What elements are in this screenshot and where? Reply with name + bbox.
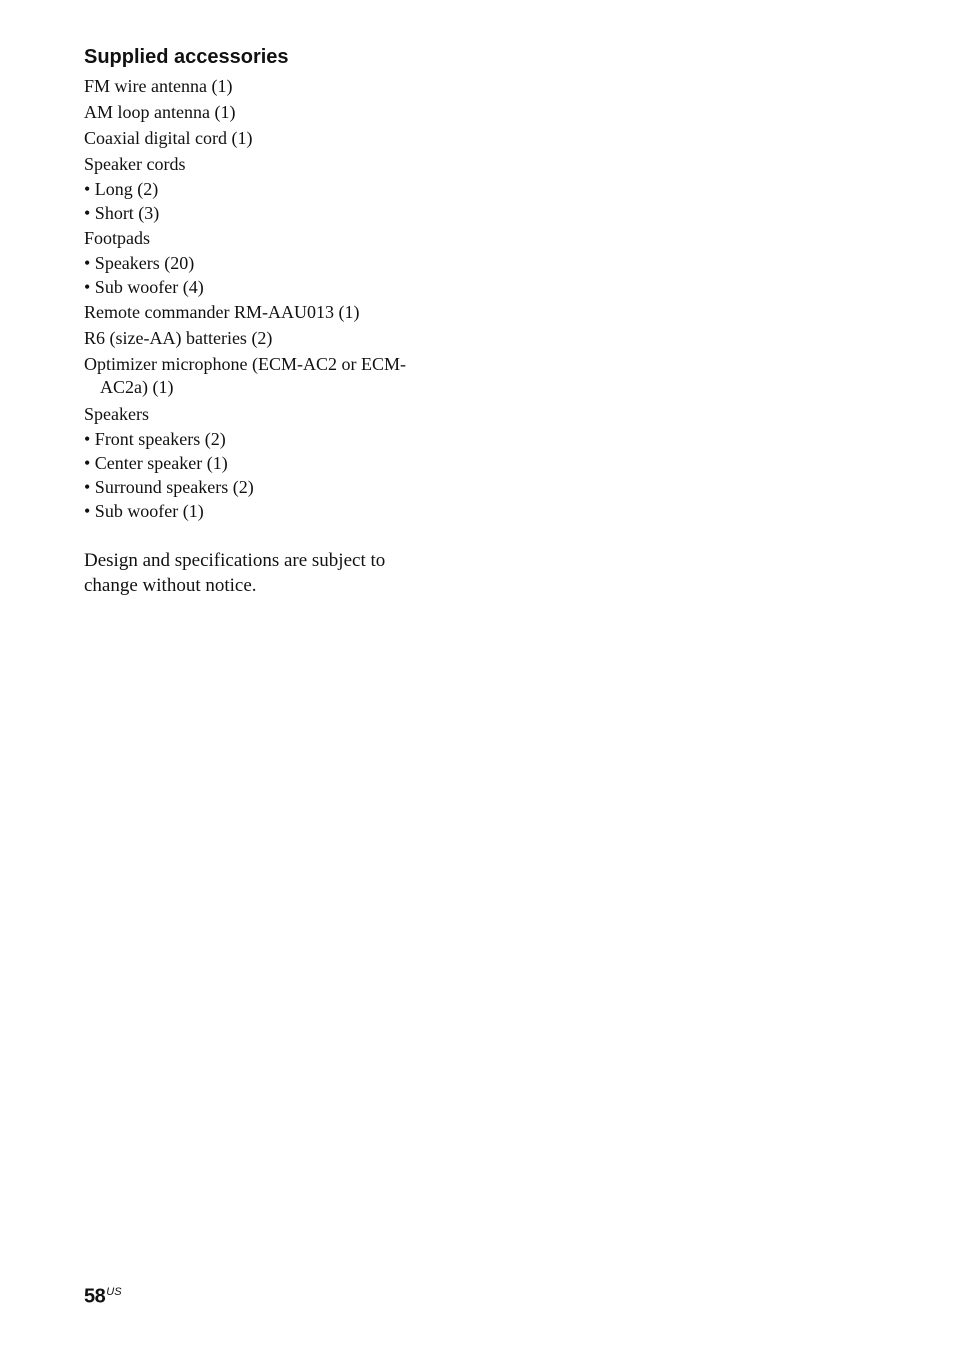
list-item: FM wire antenna (1) [84,76,233,96]
list-item: • Sub woofer (1) [84,501,204,521]
list-item: Speaker cords [84,154,186,174]
list-item: Speakers [84,404,149,424]
list-item: Coaxial digital cord (1) [84,128,253,148]
list-item: • Center speaker (1) [84,453,228,473]
page-number-value: 58 [84,1285,106,1308]
list-item: AM loop antenna (1) [84,102,236,122]
page-number-suffix: US [106,1286,122,1298]
list-item: • Sub woofer (4) [84,277,204,297]
list-item: • Short (3) [84,203,160,223]
list-item: R6 (size-AA) batteries (2) [84,328,273,348]
list-item: Footpads [84,228,151,248]
list-item: • Long (2) [84,179,159,199]
document-body [84,44,444,617]
page-number [84,1280,122,1309]
list-item: Optimizer microphone (ECM-AC2 or ECM-AC2a) (1) [84,354,406,397]
list-item: Remote commander RM-AAU013 (1) [84,302,360,322]
list-item: • Speakers (20) [84,253,195,273]
section-heading: Supplied accessories [84,46,289,68]
accessories-list [84,73,444,523]
specifications-note: Design and specifications are subject to change without notice. [84,550,386,596]
list-item: • Front speakers (2) [84,429,226,449]
list-item: • Surround speakers (2) [84,477,254,497]
